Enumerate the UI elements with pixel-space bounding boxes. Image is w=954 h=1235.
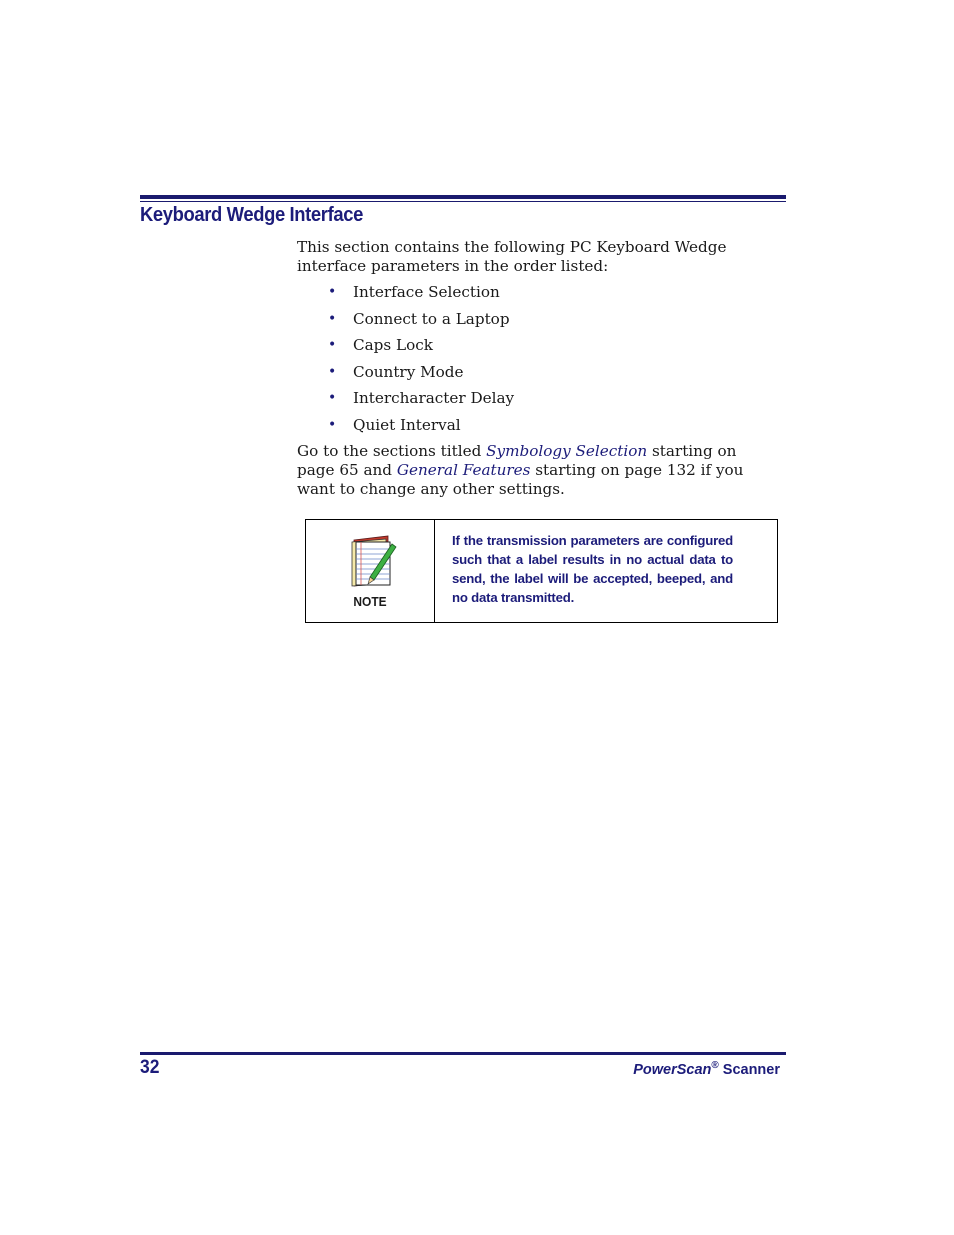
goto-paragraph <box>297 442 777 499</box>
footer-title <box>633 1060 780 1078</box>
bullet-icon: • <box>328 363 337 380</box>
header-rule-thin <box>140 201 786 202</box>
list-item <box>297 389 514 416</box>
header-rule <box>140 195 786 202</box>
note-label: NOTE <box>353 594 387 609</box>
list-item-label: Quiet Interval <box>353 415 461 434</box>
list-item <box>297 310 514 337</box>
note-divider <box>434 520 435 622</box>
header-rule-thick <box>140 195 786 199</box>
list-item-label: Interface Selection <box>353 283 500 301</box>
list-item-label: Country Mode <box>353 362 464 381</box>
goto-suffix: starting on page 132 if you want to change any other settings. <box>297 461 744 498</box>
list-item <box>297 283 514 310</box>
parameter-list <box>297 283 514 443</box>
registered-mark: ® <box>711 1060 719 1071</box>
list-item <box>297 416 514 443</box>
bullet-icon: • <box>328 310 337 327</box>
list-item-label: Intercharacter Delay <box>353 389 515 408</box>
footer-product-suffix: Scanner <box>718 1061 780 1078</box>
list-item <box>297 336 514 363</box>
bullet-icon: • <box>328 284 337 300</box>
bullet-icon: • <box>328 390 337 407</box>
section-title: Keyboard Wedge Interface <box>140 204 363 226</box>
goto-prefix: Go to the sections titled <box>297 442 487 460</box>
bullet-icon: • <box>328 416 337 433</box>
list-item-label: Connect to a Laptop <box>353 309 510 328</box>
list-item-label: Caps Lock <box>353 336 433 355</box>
page-number: 32 <box>140 1057 160 1078</box>
goto-middle: starting on page 65 and <box>297 442 737 479</box>
general-features-link[interactable]: General Features <box>396 461 531 479</box>
bullet-icon: • <box>328 337 337 354</box>
list-item <box>297 363 514 390</box>
notepad-pencil-icon <box>348 532 398 588</box>
note-box <box>305 519 778 623</box>
symbology-selection-link[interactable]: Symbology Selection <box>486 442 648 460</box>
footer-product: PowerScan <box>633 1061 712 1078</box>
intro-paragraph: This section contains the following PC Keyboard Wedge interface parameters in the order listed: <box>297 238 727 275</box>
note-text: If the transmission parameters are configured such that a label results in no actual data to send, the label will be accepted, beeped, and no data transmitted. <box>452 533 733 605</box>
footer-rule <box>140 1052 786 1055</box>
